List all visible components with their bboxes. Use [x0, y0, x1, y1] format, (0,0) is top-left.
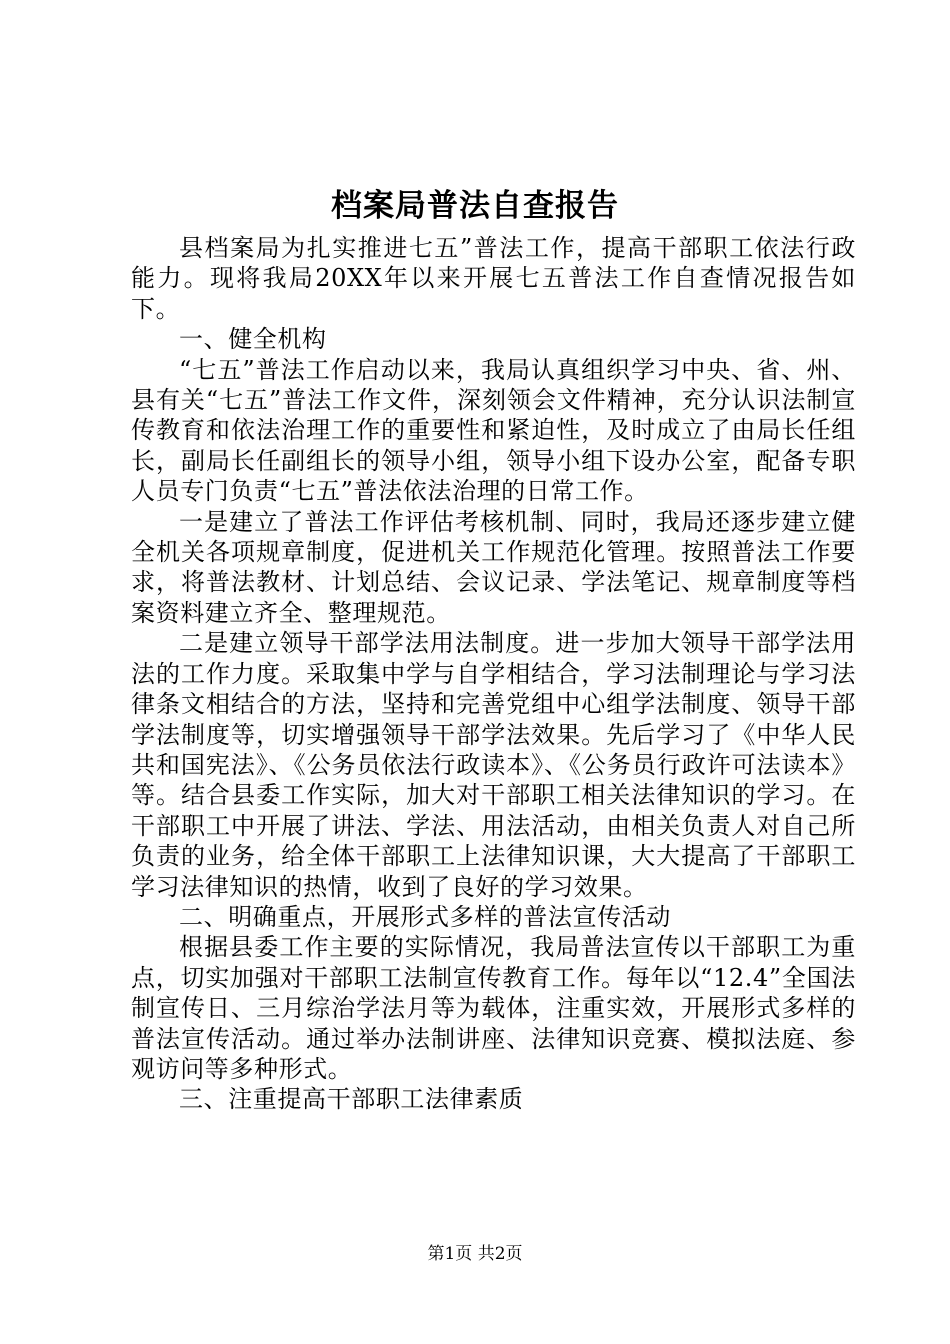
paragraph-assessment: 一是建立了普法工作评估考核机制、同时，我局还逐步建立健全机关各项规章制度，促进机关工作规范化管理。按照普法工作要求，将普法教材、计划总结、会议记录、学法笔记、规章制度等档案资料建立齐全、整理规范。 — [131, 507, 856, 627]
paragraph-leadership-study: 二是建立领导干部学法用法制度。进一步加大领导干部学法用法的工作力度。采取集中学与自学相结合，学习法制理论与学习法律条文相结合的方法，坚持和完善党组中心组学法制度、领导干部学法制度等，切实增强领导干部学法效果。先后学习了《中华人民共和国宪法》、《公务员依法行政读本》、《公务员行政许可法读本》等。结合县委工作实际，加大对干部职工相关法律知识的学习。在干部职工中开展了讲法、学法、用法活动，由相关负责人对自己所负责的业务，给全体干部职工上法律知识课，大大提高了干部职工学习法律知识的热情，收到了良好的学习效果。 — [131, 629, 856, 901]
section-heading-3: 三、注重提高干部职工法律素质 — [179, 1085, 524, 1114]
paragraph-organization: “七五”普法工作启动以来，我局认真组织学习中央、省、州、县有关“七五”普法工作文件，深刻领会文件精神，充分认识法制宣传教育和依法治理工作的重要性和紧迫性，及时成立了由局长任组长，副局长任副组长的领导小组，领导小组下设办公室，配备专职人员专门负责“七五”普法依法治理的日常工作。 — [131, 355, 856, 506]
page-footer: 第1页 共2页 — [427, 1244, 523, 1264]
section-heading-1: 一、健全机构 — [179, 325, 327, 354]
document-body — [131, 233, 856, 1115]
paragraph-publicity: 根据县委工作主要的实际情况，我局普法宣传以干部职工为重点，切实加强对干部职工法制宣传教育工作。每年以“12.4”全国法制宣传日、三月综治学法月等为载体，注重实效，开展形式多样的普法宣传活动。通过举办法制讲座、法律知识竞赛、模拟法庭、参观访问等多种形式。 — [131, 933, 856, 1083]
paragraph-intro: 县档案局为扎实推进七五”普法工作，提高干部职工依法行政能力。现将我局20XX年以来开展七五普法工作自查情况报告如下。 — [131, 234, 856, 323]
document-title: 档案局普法自查报告 — [331, 188, 619, 224]
section-heading-2: 二、明确重点，开展形式多样的普法宣传活动 — [179, 902, 671, 931]
